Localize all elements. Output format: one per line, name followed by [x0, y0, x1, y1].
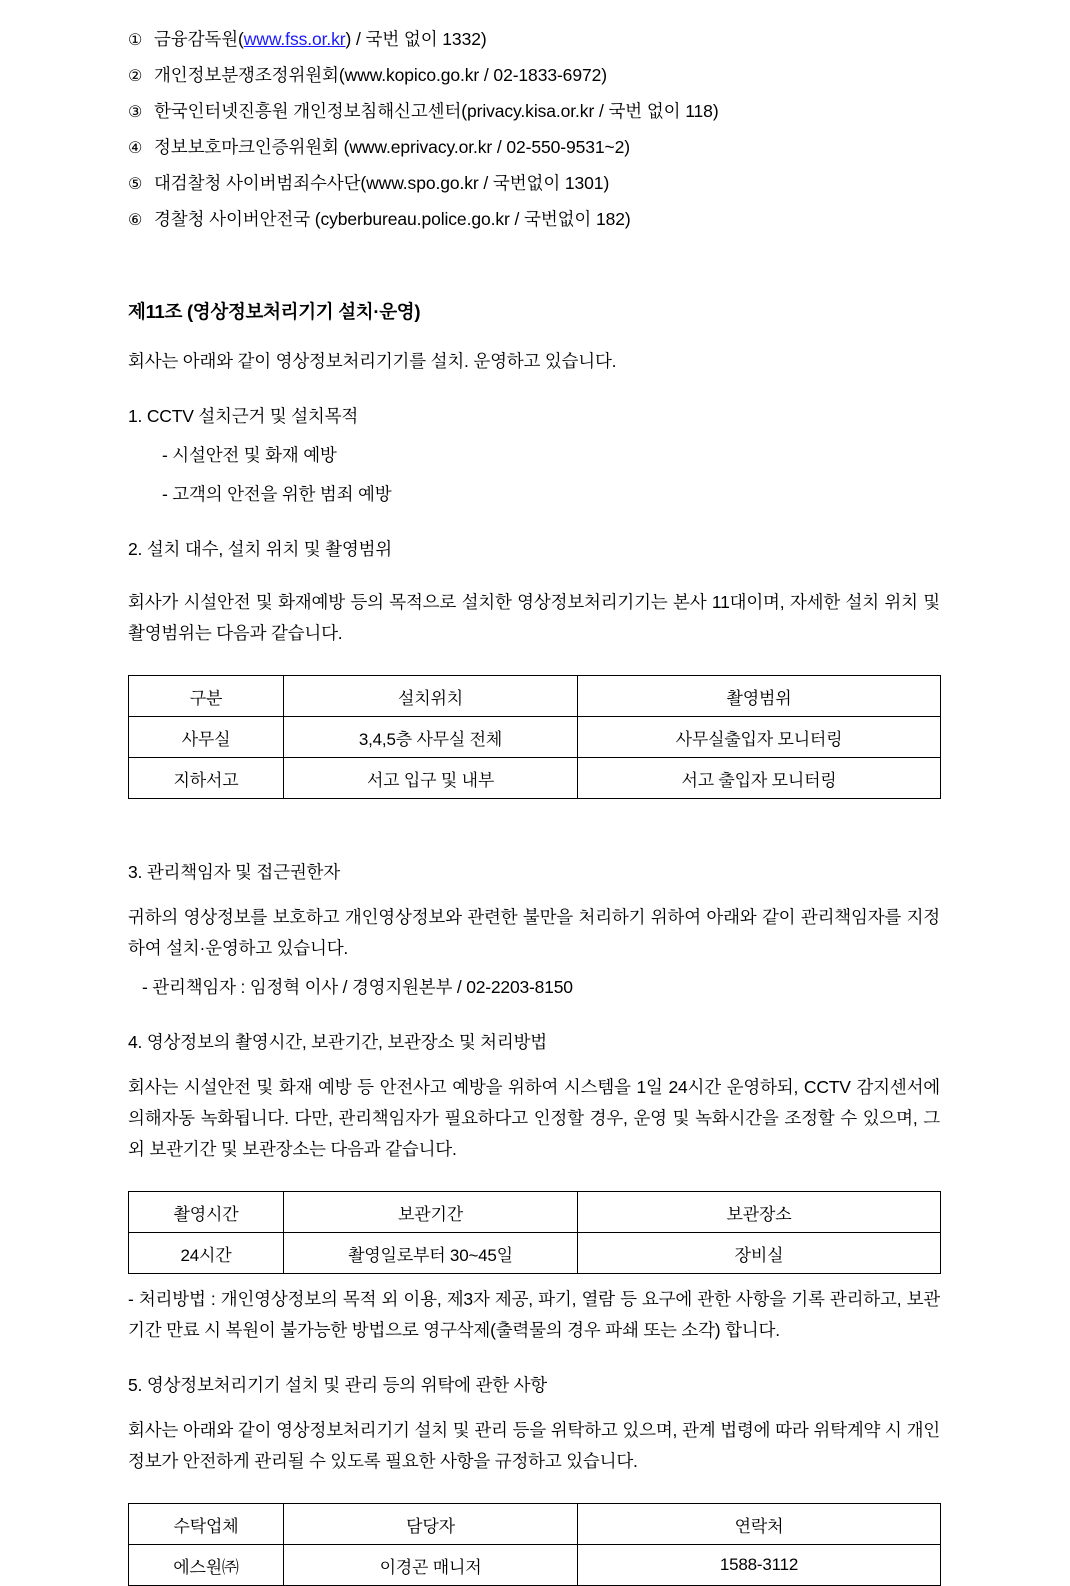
- table-cell: 3,4,5층 사무실 전체: [284, 717, 578, 758]
- table-cell: 장비실: [578, 1233, 941, 1274]
- table-header-row: [129, 1504, 941, 1545]
- item4-note: - 처리방법 : 개인영상정보의 목적 외 이용, 제3자 제공, 파기, 열람 등 요구에 관한 사항을 기록 관리하고, 보관기간 만료 시 복원이 불가능한 방법으로 영구삭제(출력물의 경우 파쇄 또는 소각) 합니다.: [128, 1289, 940, 1340]
- item4-body: 회사는 시설안전 및 화재 예방 등 안전사고 예방을 위하여 시스템을 1일 24시간 운영하되, CCTV 감지센서에 의해자동 녹화됩니다. 다만, 관리책임자가 필요하다고 인정할 경우, 운영 및 녹화시간을 조정할 수 있으며, 그 외 보관기간 및 보관장소는 다음과 같습니다.: [128, 1077, 940, 1159]
- list-marker: ②: [128, 68, 143, 85]
- agency-link[interactable]: www.fss.or.kr: [243, 29, 346, 49]
- table-cell: 이경곤 매니저: [284, 1545, 578, 1586]
- table-row: [129, 717, 941, 758]
- outsourcing-table: [128, 1503, 941, 1586]
- table-header-cell: 구분: [129, 676, 284, 717]
- table-header-row: [129, 1192, 941, 1233]
- list-item: [128, 202, 940, 238]
- list-item: [128, 166, 940, 202]
- table-header-row: [129, 676, 941, 717]
- table-header-cell: 촬영시간: [129, 1192, 284, 1233]
- list-marker: ④: [128, 140, 143, 157]
- item3-bullet: - 관리책임자 : 임정혁 이사 / 경영지원본부 / 02-2203-8150: [142, 977, 573, 997]
- item1-bullet-1: - 시설안전 및 화재 예방: [162, 445, 337, 465]
- list-item: [128, 130, 940, 166]
- item4-title: 4. 영상정보의 촬영시간, 보관기간, 보관장소 및 처리방법: [128, 1032, 547, 1052]
- table-row: [129, 758, 941, 799]
- list-item: [128, 94, 940, 130]
- table-cell: 에스원㈜: [129, 1545, 284, 1586]
- list-marker: ⑤: [128, 176, 143, 193]
- table-header-cell: 연락처: [578, 1504, 941, 1545]
- table-row: [129, 1233, 941, 1274]
- section-heading-article11: 제11조 (영상정보처리기기 설치·운영): [128, 301, 421, 322]
- item5-body: 회사는 아래와 같이 영상정보처리기기 설치 및 관리 등을 위탁하고 있으며, 관계 법령에 따라 위탁계약 시 개인정보가 안전하게 관리될 수 있도록 필요한 사항을 규정하고 있습니다.: [128, 1420, 940, 1471]
- article11-intro: 회사는 아래와 같이 영상정보처리기기를 설치. 운영하고 있습니다.: [128, 351, 617, 371]
- agency-text-pre: 금융감독원(: [154, 29, 244, 49]
- agency-text: 경찰청 사이버안전국 (cyberbureau.police.go.kr / 국번없이 182): [154, 209, 631, 229]
- table-cell: 1588-3112: [578, 1545, 941, 1586]
- agency-text: 한국인터넷진흥원 개인정보침해신고센터(privacy.kisa.or.kr / 국번 없이 118): [154, 101, 719, 121]
- item1-title: 1. CCTV 설치근거 및 설치목적: [128, 406, 359, 426]
- table-cell: 사무실: [129, 717, 284, 758]
- table-cell: 서고 입구 및 내부: [284, 758, 578, 799]
- item3-body: 귀하의 영상정보를 보호하고 개인영상정보와 관련한 불만을 처리하기 위하여 아래와 같이 관리책임자를 지정하여 설치·운영하고 있습니다.: [128, 907, 940, 958]
- agency-text: 개인정보분쟁조정위원회(www.kopico.go.kr / 02-1833-6972): [154, 65, 607, 85]
- table-cell: 사무실출입자 모니터링: [578, 717, 941, 758]
- agency-text-post: ) / 국번 없이 1332): [345, 29, 487, 49]
- item2-body: 회사가 시설안전 및 화재예방 등의 목적으로 설치한 영상정보처리기기는 본사 11대이며, 자세한 설치 위치 및 촬영범위는 다음과 같습니다.: [128, 592, 940, 643]
- table-header-cell: 수탁업체: [129, 1504, 284, 1545]
- table-cell: 지하서고: [129, 758, 284, 799]
- item1-bullet-2: - 고객의 안전을 위한 범죄 예방: [162, 484, 392, 504]
- table-header-cell: 촬영범위: [578, 676, 941, 717]
- table-header-cell: 보관장소: [578, 1192, 941, 1233]
- agency-text: 대검찰청 사이버범죄수사단(www.spo.go.kr / 국번없이 1301): [154, 173, 610, 193]
- table-cell: 촬영일로부터 30~45일: [284, 1233, 578, 1274]
- list-marker: ⑥: [128, 212, 143, 229]
- table-header-cell: 보관기간: [284, 1192, 578, 1233]
- item2-title: 2. 설치 대수, 설치 위치 및 촬영범위: [128, 539, 392, 559]
- item5-title: 5. 영상정보처리기기 설치 및 관리 등의 위탁에 관한 사항: [128, 1375, 547, 1395]
- table-header-cell: 담당자: [284, 1504, 578, 1545]
- list-marker: ①: [128, 32, 143, 49]
- table-cell: 서고 출입자 모니터링: [578, 758, 941, 799]
- agency-text: 정보보호마크인증위원회 (www.eprivacy.or.kr / 02-550-9531~2): [154, 137, 631, 157]
- table-cell: 24시간: [129, 1233, 284, 1274]
- spacer: [128, 799, 940, 833]
- agency-text: [154, 22, 487, 56]
- list-marker: ③: [128, 104, 143, 121]
- list-item: [128, 22, 940, 58]
- table-row: [129, 1545, 941, 1586]
- agency-contact-list: [128, 22, 940, 238]
- installation-table: [128, 675, 941, 799]
- item3-title: 3. 관리책임자 및 접근권한자: [128, 862, 340, 882]
- table-header-cell: 설치위치: [284, 676, 578, 717]
- document-content: [128, 22, 940, 1586]
- list-item: [128, 58, 940, 94]
- retention-table: [128, 1191, 941, 1274]
